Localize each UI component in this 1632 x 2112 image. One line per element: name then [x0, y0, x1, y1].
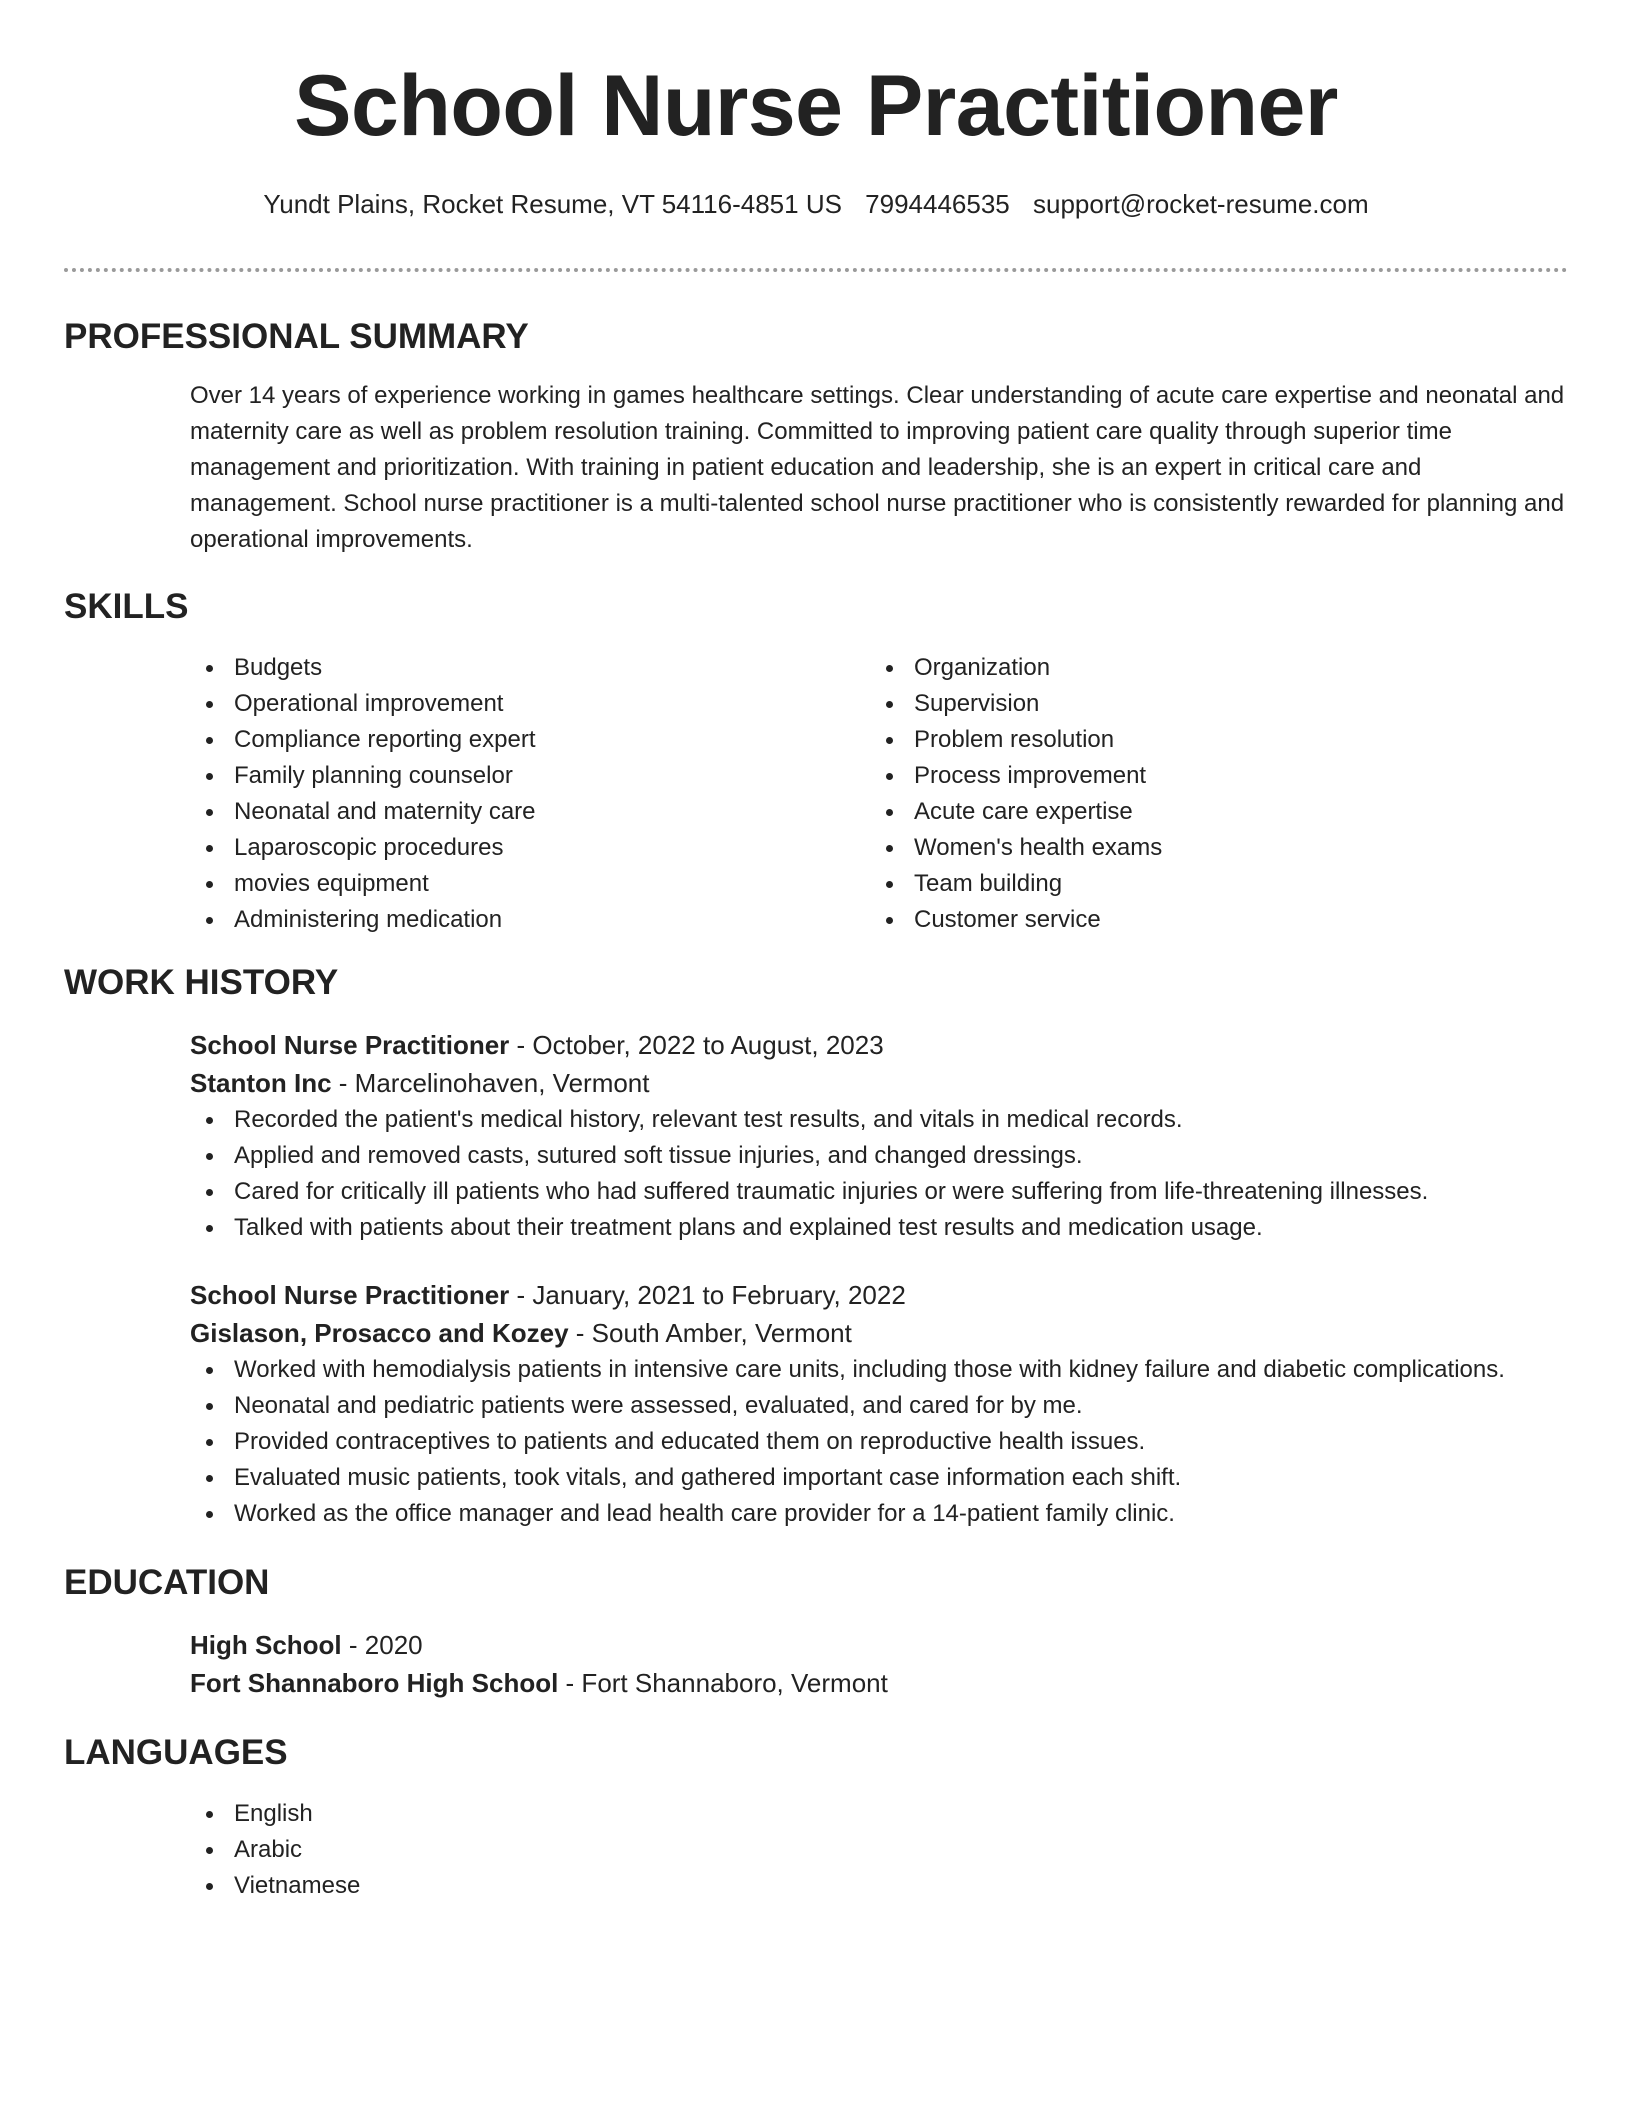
skills-column-right [870, 650, 1550, 938]
resume-page [64, 0, 1568, 1904]
language-item: Vietnamese [190, 1868, 1568, 1904]
education-school: Fort Shannaboro High School [190, 1668, 559, 1698]
header-divider [64, 268, 1568, 272]
skill-item: Operational improvement [190, 686, 870, 722]
job-company-line [190, 1314, 1568, 1352]
skill-item: Neonatal and maternity care [190, 794, 870, 830]
language-item: English [190, 1796, 1568, 1832]
job-entry [190, 1276, 1568, 1532]
skill-item: Supervision [870, 686, 1550, 722]
education-degree-line [190, 1626, 1568, 1664]
job-title: School Nurse Practitioner [190, 1280, 510, 1310]
job-title-line [190, 1276, 1568, 1314]
job-duty: Provided contraceptives to patients and educated them on reproductive health issues. [190, 1424, 1568, 1460]
job-duty: Talked with patients about their treatment plans and explained test results and medication usage. [190, 1210, 1568, 1246]
job-duty: Worked as the office manager and lead health care provider for a 14-patient family clinic. [190, 1496, 1568, 1532]
contact-email: support@rocket-resume.com [1033, 189, 1369, 219]
skill-item: Laparoscopic procedures [190, 830, 870, 866]
skill-item: Customer service [870, 902, 1550, 938]
languages-list [190, 1796, 1568, 1904]
skill-item: Team building [870, 866, 1550, 902]
summary-text: Over 14 years of experience working in games healthcare settings. Clear understanding of acute care expertise and neonatal and maternity care as well as problem resolution training. Committed to improving patient care quality through superior time management and prioritization. With training in patient education and leadership, she is an expert in critical care and management. School nurse practitioner is a multi-talented school nurse practitioner who is consistently rewarded for planning and operational improvements. [190, 382, 1565, 553]
job-duty: Neonatal and pediatric patients were assessed, evaluated, and cared for by me. [190, 1388, 1568, 1424]
education-heading: EDUCATION [64, 1563, 270, 1602]
languages-heading: LANGUAGES [64, 1733, 288, 1772]
education-school-line [190, 1664, 1568, 1702]
job-dates: - January, 2021 to February, 2022 [509, 1280, 906, 1310]
skill-item: Problem resolution [870, 722, 1550, 758]
job-company: Stanton Inc [190, 1068, 332, 1098]
job-duty: Recorded the patient's medical history, relevant test results, and vitals in medical records. [190, 1102, 1568, 1138]
summary-heading: PROFESSIONAL SUMMARY [64, 317, 529, 356]
job-title: School Nurse Practitioner [190, 1030, 510, 1060]
job-duty: Evaluated music patients, took vitals, and gathered important case information each shift. [190, 1460, 1568, 1496]
skill-item: Budgets [190, 650, 870, 686]
skill-item: movies equipment [190, 866, 870, 902]
skill-item: Family planning counselor [190, 758, 870, 794]
education-year: - 2020 [341, 1630, 423, 1660]
job-duty: Applied and removed casts, sutured soft tissue injuries, and changed dressings. [190, 1138, 1568, 1174]
job-company-line [190, 1064, 1568, 1102]
job-dates: - October, 2022 to August, 2023 [509, 1030, 884, 1060]
skill-item: Administering medication [190, 902, 870, 938]
skills-heading: SKILLS [64, 587, 189, 626]
skill-item: Organization [870, 650, 1550, 686]
contact-phone: 7994446535 [865, 189, 1010, 219]
job-company: Gislason, Prosacco and Kozey [190, 1318, 569, 1348]
work-history-heading: WORK HISTORY [64, 963, 339, 1002]
job-duty: Worked with hemodialysis patients in intensive care units, including those with kidney failure and diabetic complications. [190, 1352, 1568, 1388]
education-entry [190, 1626, 1568, 1702]
job-duties [190, 1352, 1568, 1532]
education-degree: High School [190, 1630, 342, 1660]
job-location: - South Amber, Vermont [568, 1318, 852, 1348]
job-duties [190, 1102, 1568, 1246]
skill-item: Compliance reporting expert [190, 722, 870, 758]
job-duty: Cared for critically ill patients who had suffered traumatic injuries or were suffering from life-threatening illnesses. [190, 1174, 1568, 1210]
skill-item: Women's health exams [870, 830, 1550, 866]
contact-info [64, 188, 1568, 220]
skills-column-left [190, 650, 870, 938]
skills-list [190, 650, 1568, 938]
contact-address: Yundt Plains, Rocket Resume, VT 54116-4851 US [263, 189, 842, 219]
resume-title: School Nurse Practitioner [294, 58, 1338, 154]
skill-item: Process improvement [870, 758, 1550, 794]
education-location: - Fort Shannaboro, Vermont [558, 1668, 888, 1698]
job-title-line [190, 1026, 1568, 1064]
job-location: - Marcelinohaven, Vermont [331, 1068, 650, 1098]
job-entry [190, 1026, 1568, 1246]
skill-item: Acute care expertise [870, 794, 1550, 830]
language-item: Arabic [190, 1832, 1568, 1868]
